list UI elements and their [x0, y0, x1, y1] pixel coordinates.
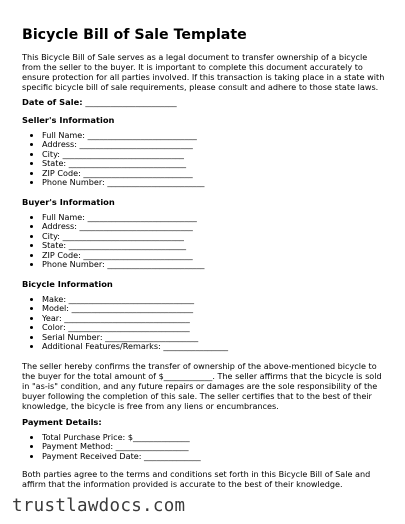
list-item: • Payment Method: __________________	[42, 442, 201, 451]
list-item: • Address: ____________________________	[42, 140, 204, 149]
list-item: • City: ______________________________	[42, 232, 204, 241]
list-item: • Year: _______________________________	[42, 314, 228, 323]
list-item: • Model: ______________________________	[42, 304, 228, 313]
list-item: • State: _____________________________	[42, 241, 204, 250]
intro-paragraph: This Bicycle Bill of Sale serves as a legal document to transfer ownership of a bicycle from the seller to the buyer. It is important to complete this document accurately to ensure protection for all parties involved. If this transaction is taking place in a state with specific bicycle bill of sale requirements, please consult and adhere to those state laws.	[22, 52, 385, 92]
payment-list	[30, 433, 201, 461]
buyer-heading: Buyer's Information	[22, 197, 115, 207]
list-item: • Full Name: ___________________________	[42, 131, 204, 140]
footer-watermark: trustlawdocs.com	[12, 496, 186, 516]
list-item: • Color: ______________________________	[42, 323, 228, 332]
payment-heading: Payment Details:	[22, 417, 102, 427]
list-item: • ZIP Code: ___________________________	[42, 169, 204, 178]
list-item: • Address: ____________________________	[42, 222, 204, 231]
list-item: • Phone Number: ________________________	[42, 178, 204, 187]
document-title: Bicycle Bill of Sale Template	[22, 27, 247, 43]
list-item: • Total Purchase Price: $______________	[42, 433, 201, 442]
seller-list	[30, 131, 204, 187]
list-item: • Additional Features/Remarks: ________________	[42, 342, 228, 351]
bicycle-heading: Bicycle Information	[22, 279, 113, 289]
list-item: • City: ______________________________	[42, 150, 204, 159]
list-item: • Make: _______________________________	[42, 295, 228, 304]
seller-heading: Seller's Information	[22, 115, 115, 125]
list-item: • Payment Received Date: ______________	[42, 452, 201, 461]
buyer-list	[30, 213, 204, 269]
agreement-paragraph: Both parties agree to the terms and conditions set forth in this Bicycle Bill of Sale and affirm that the information provided is accurate to the best of their knowledge.	[22, 469, 371, 489]
bicycle-list	[30, 295, 228, 351]
list-item: • Full Name: ___________________________	[42, 213, 204, 222]
list-item: • ZIP Code: ___________________________	[42, 251, 204, 260]
date-of-sale-blank: ______________________	[85, 97, 177, 107]
list-item: • Serial Number: _______________________	[42, 333, 228, 342]
date-of-sale-label: Date of Sale:	[22, 97, 83, 107]
confirmation-paragraph: The seller hereby confirms the transfer of ownership of the above-mentioned bicycle to the buyer for the total amount of $____________. The seller affirms that the bicycle is sold in "as-is" condition, and any future repairs or damages are the sole responsibility of the buyer following the completion of this sale. The seller certifies that to the best of their knowledge, the bicycle is free from any liens or encumbrances.	[22, 361, 382, 411]
date-of-sale	[22, 97, 177, 107]
list-item: • Phone Number: ________________________	[42, 260, 204, 269]
list-item: • State: _____________________________	[42, 159, 204, 168]
